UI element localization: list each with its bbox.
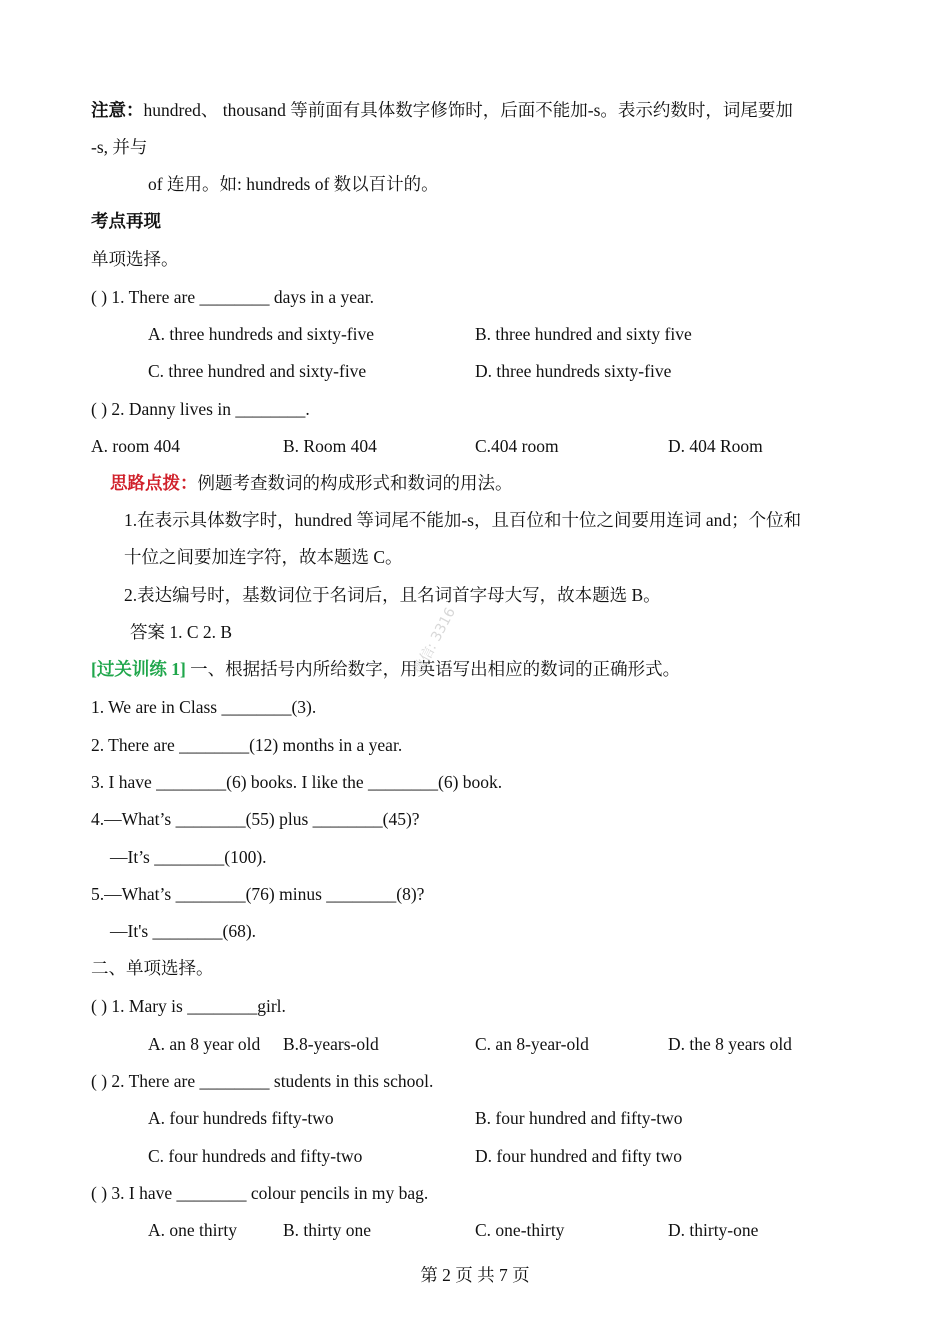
q2-option-a: A. room 404 — [91, 436, 180, 456]
training-item-1: 1. We are in Class ________(3). — [91, 697, 317, 717]
p2-q1-option-a: A. an 8 year old — [148, 1034, 261, 1054]
p2-q3-stem: ( ) 3. I have ________ colour pencils in my bag. — [91, 1183, 429, 1203]
p2-q1-stem: ( ) 1. Mary is ________girl. — [91, 996, 286, 1016]
note-line-3: of 连用。如: hundreds of 数以百计的。 — [148, 174, 439, 194]
q2-option-c: C.404 room — [475, 436, 559, 456]
training-item-2: 2. There are ________(12) months in a year. — [91, 735, 403, 755]
page-footer: 第 2 页 共 7 页 — [420, 1265, 530, 1285]
p2-q3-option-c: C. one-thirty — [475, 1220, 565, 1240]
q2-option-d: D. 404 Room — [668, 436, 763, 456]
q1-option-c: C. three hundred and sixty-five — [148, 361, 367, 381]
p2-q2-option-a: A. four hundreds fifty-two — [148, 1108, 334, 1128]
q1-option-a: A. three hundreds and sixty-five — [148, 324, 374, 344]
p2-q3-option-a: A. one thirty — [148, 1220, 237, 1240]
p2-q1-option-b: B.8-years-old — [283, 1034, 379, 1054]
q2-stem: ( ) 2. Danny lives in ________. — [91, 399, 310, 419]
p2-q2-option-c: C. four hundreds and fifty-two — [148, 1146, 363, 1166]
note-text-1: hundred、 thousand 等前面有具体数字修饰时，后面不能加-s。表示约数时，词尾要加 — [143, 100, 793, 120]
hint-line — [110, 471, 513, 495]
hint-label: 思路点拨： — [110, 473, 198, 493]
p2-q1-option-c: C. an 8-year-old — [475, 1034, 589, 1054]
hint-text: 例题考查数词的构成形式和数词的用法。 — [197, 473, 513, 493]
hint-point-1b: 十位之间要加连字符，故本题选 C。 — [124, 547, 403, 567]
training-item-3: 3. I have ________(6) books. I like the ________(6) book. — [91, 772, 503, 792]
p2-q1-option-d: D. the 8 years old — [668, 1034, 792, 1054]
watermark: 微信: 3316 — [410, 605, 459, 677]
hint-point-2: 2.表达编号时，基数词位于名词后，且名词首字母大写，故本题选 B。 — [124, 585, 661, 605]
training-item-5: 5.—What’s ________(76) minus ________(8)? — [91, 884, 425, 904]
training-item-4-answer: —It’s ________(100). — [110, 847, 267, 867]
q1-option-b: B. three hundred and sixty five — [475, 324, 692, 344]
p2-q2-stem: ( ) 2. There are ________ students in this school. — [91, 1071, 434, 1091]
p2-q2-option-d: D. four hundred and fifty two — [475, 1146, 683, 1166]
training-heading — [91, 657, 680, 681]
training-title: 一、根据括号内所给数字，用英语写出相应的数词的正确形式。 — [185, 659, 681, 679]
single-choice-heading: 单项选择。 — [91, 249, 179, 269]
note-line-2: -s, 并与 — [91, 137, 148, 157]
training-label: [过关训练 1] — [91, 659, 186, 679]
q1-stem: ( ) 1. There are ________ days in a year. — [91, 287, 374, 307]
p2-q3-option-b: B. thirty one — [283, 1220, 371, 1240]
note-line-1 — [91, 98, 793, 122]
part2-title: 二、单项选择。 — [91, 958, 214, 978]
section-title: 考点再现 — [91, 211, 161, 231]
hint-answer: 答案 1. C 2. B — [130, 622, 233, 642]
training-item-4: 4.—What’s ________(55) plus ________(45)? — [91, 809, 420, 829]
p2-q3-option-d: D. thirty-one — [668, 1220, 759, 1240]
q1-option-d: D. three hundreds sixty-five — [475, 361, 672, 381]
p2-q2-option-b: B. four hundred and fifty-two — [475, 1108, 683, 1128]
q2-option-b: B. Room 404 — [283, 436, 377, 456]
note-label: 注意： — [91, 100, 144, 120]
training-item-5-answer: —It's ________(68). — [110, 921, 257, 941]
hint-point-1a: 1.在表示具体数字时，hundred 等词尾不能加-s，且百位和十位之间要用连词 and；个位和 — [124, 510, 802, 530]
